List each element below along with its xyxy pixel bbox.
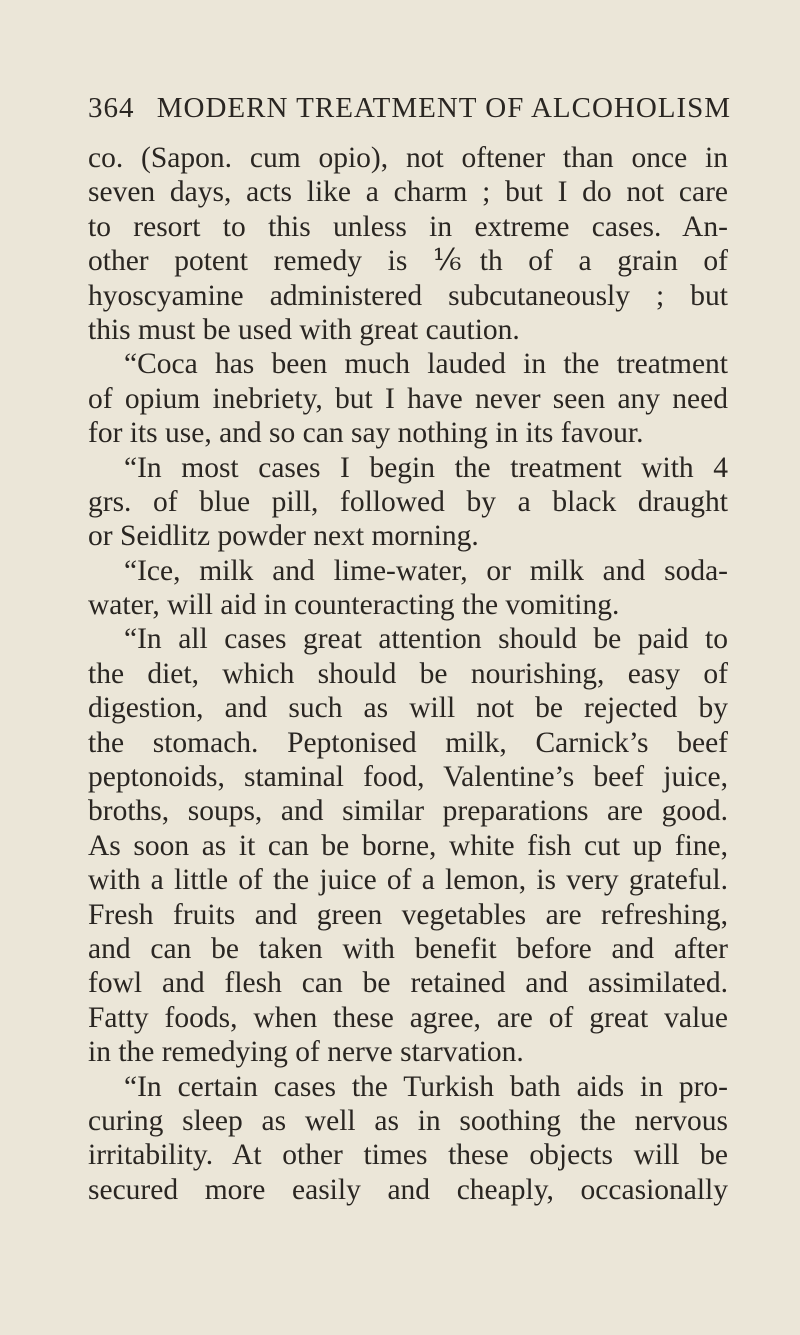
text-line: “In certain cases the Turkish bath aids in pro- bbox=[124, 1070, 728, 1103]
running-title: MODERN TREATMENT OF ALCOHOLISM bbox=[156, 92, 732, 124]
text-line: seven days, acts like a charm ; but I do not care bbox=[88, 176, 728, 209]
text-line: the diet, which should be nourishing, easy of bbox=[88, 657, 728, 690]
text-line: with a little of the juice of a lemon, is very grateful. bbox=[88, 864, 728, 897]
text-line: “Coca has been much lauded in the treatment bbox=[124, 348, 728, 381]
body-text bbox=[88, 141, 728, 1207]
running-head bbox=[88, 88, 768, 128]
text-line: in the remedying of nerve starvation. bbox=[88, 1036, 524, 1069]
text-line: Fatty foods, when these agree, are of great value bbox=[88, 1001, 728, 1034]
text-line: other potent remedy is ⅙th of a grain of bbox=[88, 245, 728, 278]
text-line: Fresh fruits and green vegetables are refreshing, bbox=[88, 898, 728, 931]
text-line: curing sleep as well as in soothing the nervous bbox=[88, 1104, 728, 1137]
text-line: broths, soups, and similar preparations are good. bbox=[88, 795, 728, 828]
text-line: peptonoids, staminal food, Valentine’s beef juice, bbox=[88, 761, 728, 794]
text-line: digestion, and such as will not be rejected by bbox=[88, 692, 728, 725]
text-line: co. (Sapon. cum opio), not oftener than once in bbox=[88, 142, 728, 174]
text-line: hyoscyamine administered subcutaneously ; but bbox=[88, 279, 728, 312]
text-line: for its use, and so can say nothing in its favour. bbox=[88, 417, 644, 450]
text-line: or Seidlitz powder next morning. bbox=[88, 520, 479, 553]
text-line: water, will aid in counteracting the vomiting. bbox=[88, 589, 620, 622]
text-line: this must be used with great caution. bbox=[88, 313, 520, 346]
text-line: secured more easily and cheaply, occasionally bbox=[88, 1173, 728, 1206]
text-line: and can be taken with benefit before and after bbox=[88, 932, 728, 965]
text-line: As soon as it can be borne, white fish cut up fine, bbox=[88, 829, 728, 862]
text-line: grs. of blue pill, followed by a black draught bbox=[88, 485, 728, 518]
page-number: 364 bbox=[88, 92, 135, 124]
text-line: the stomach. Peptonised milk, Carnick’s beef bbox=[88, 726, 728, 759]
text-line: “Ice, milk and lime-water, or milk and soda- bbox=[124, 554, 728, 587]
text-line: fowl and flesh can be retained and assimilated. bbox=[88, 967, 728, 1000]
text-line: of opium inebriety, but I have never seen any need bbox=[88, 382, 728, 415]
text-line: “In all cases great attention should be paid to bbox=[124, 623, 728, 656]
text-line: “In most cases I begin the treatment with 4 bbox=[124, 451, 728, 484]
text-line: to resort to this unless in extreme cases. An- bbox=[88, 210, 728, 243]
text-line: irritability. At other times these objects will be bbox=[88, 1139, 728, 1172]
